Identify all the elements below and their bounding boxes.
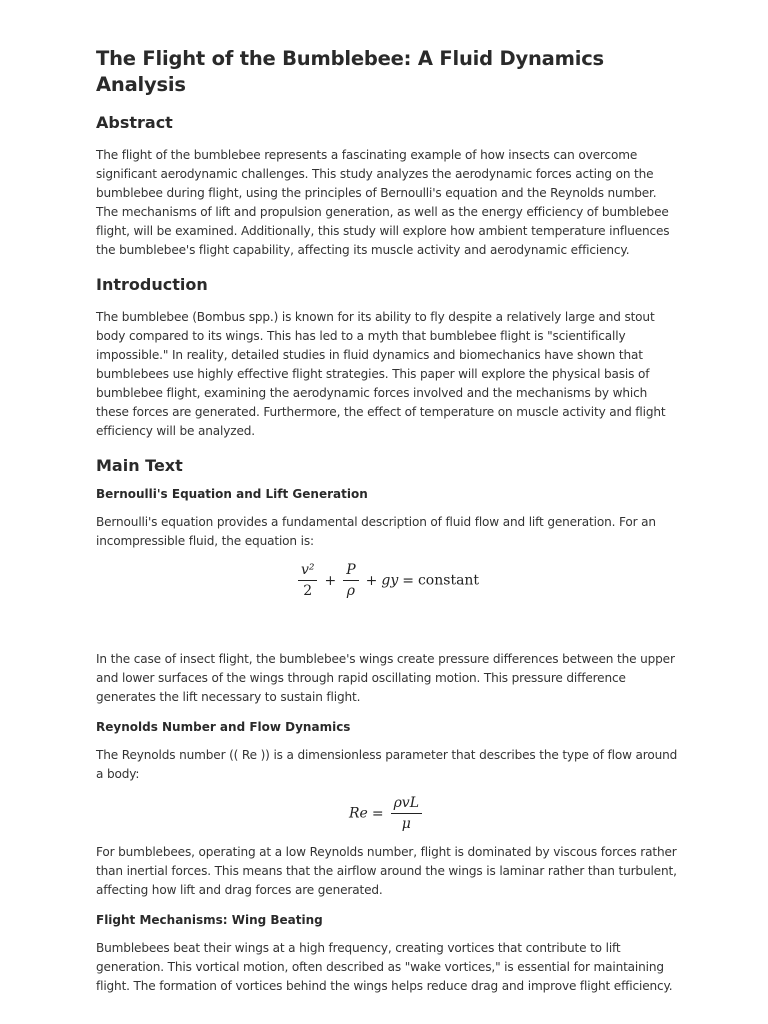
fraction-rho-v-l-over-mu (391, 795, 422, 832)
plus-operator: + (324, 572, 337, 589)
bernoulli-text: Bernoulli's equation provides a fundamental description of fluid flow and lift generation. For an incompressible fluid, the equation is: (96, 515, 656, 548)
introduction-text: The bumblebee (Bombus spp.) is known for its ability to fly despite a relatively large and stout body compared to its wings. This has led to a myth that bumblebee flight is "scientifically impossible." In reality, detailed studies in fluid dynamics and biomechanics have shown that bumblebees use highly effective flight strategies. This paper will explore the physical basis of bumblebee flight, examining the aerodynamic forces involved and the mechanisms by which these forces are generated. Furthermore, the effect of temperature on muscle activity and flight efficiency will be analyzed. (96, 310, 666, 438)
fraction-numerator: P (343, 562, 358, 581)
wing-beating-heading: Flight Mechanisms: Wing Beating (96, 913, 323, 927)
bernoulli-equation (96, 562, 678, 604)
reynolds-equation (96, 795, 678, 835)
fraction-v-squared-over-2 (298, 562, 318, 599)
equals-operator: = (402, 572, 414, 589)
bernoulli-explanation: In the case of insect flight, the bumblebee's wings create pressure differences between the upper and lower surfaces of the wings through rapid oscillating motion. This pressure difference generates the lift necessary to sustain flight. (96, 652, 675, 704)
bernoulli-heading: Bernoulli's Equation and Lift Generation (96, 487, 368, 501)
fraction-numerator: ρvL (391, 795, 422, 814)
main-text-heading: Main Text (96, 456, 183, 475)
plus-operator: + (365, 572, 378, 589)
reynolds-text: The Reynolds number (( Re )) is a dimensionless parameter that describes the type of flow around a body: (96, 748, 678, 781)
paper-page (96, 46, 678, 1007)
fraction-numerator: v² (298, 562, 318, 581)
reynolds-heading: Reynolds Number and Flow Dynamics (96, 720, 351, 734)
introduction-heading: Introduction (96, 275, 208, 294)
equals-operator: = (371, 805, 384, 822)
constant-term: constant (417, 572, 480, 589)
re-term: Re (349, 805, 368, 822)
paper-title: The Flight of the Bumblebee: A Fluid Dynamics Analysis (96, 47, 604, 96)
wing-beating-text: Bumblebees beat their wings at a high frequency, creating vortices that contribute to lift generation. This vortical motion, often described as "wake vortices," is essential for maintaining flight. The formation of vortices behind the wings helps reduce drag and improve flight efficiency. (96, 941, 673, 993)
fraction-denominator: μ (401, 816, 411, 832)
fraction-p-over-rho (343, 562, 358, 599)
gy-term: gy (381, 572, 399, 589)
reynolds-explanation: For bumblebees, operating at a low Reynolds number, flight is dominated by viscous forces rather than inertial forces. This means that the airflow around the wings is laminar rather than turbulent, affecting how lift and drag forces are generated. (96, 845, 677, 897)
abstract-heading: Abstract (96, 113, 173, 132)
fraction-denominator: ρ (346, 583, 356, 599)
abstract-text: The flight of the bumblebee represents a fascinating example of how insects can overcome significant aerodynamic challenges. This study analyzes the aerodynamic forces acting on the bumblebee during flight, using the principles of Bernoulli's equation and the Reynolds number. The mechanisms of lift and propulsion generation, as well as the energy efficiency of bumblebee flight, will be examined. Additionally, this study will explore how ambient temperature influences the bumblebee's flight capability, affecting its muscle activity and aerodynamic efficiency. (96, 148, 670, 257)
fraction-denominator: 2 (303, 583, 313, 599)
